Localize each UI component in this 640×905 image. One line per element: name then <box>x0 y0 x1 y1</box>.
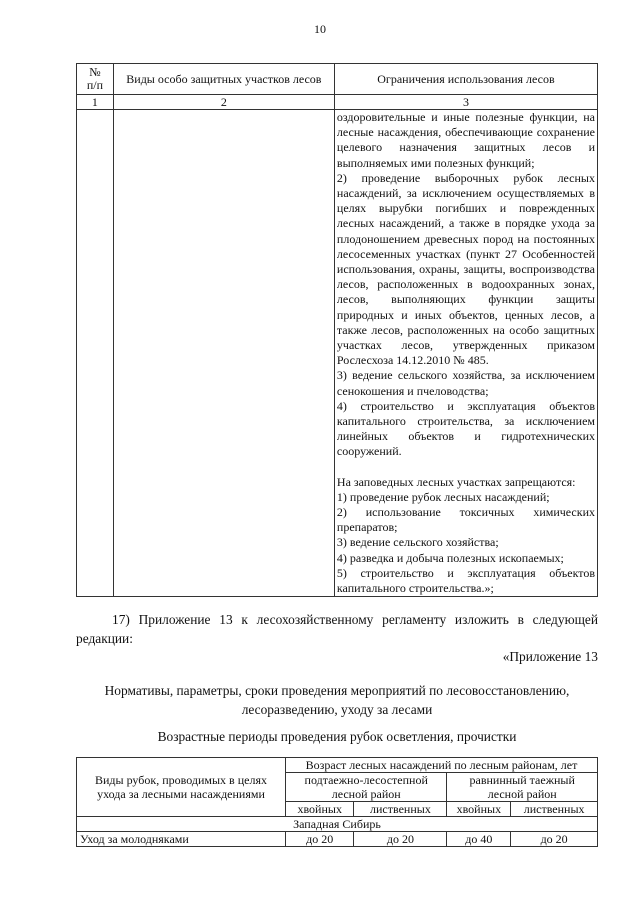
row-value: до 40 <box>447 832 511 847</box>
restriction-paragraph: 5) строительство и эксплуатация объектов капитального строительства.»; <box>336 565 595 596</box>
page-number: 10 <box>314 22 326 36</box>
restriction-paragraph: 4) строительство и эксплуатация объектов капитального строительства, за исключением линейных объектов и гидротехнических сооружений. <box>336 398 595 459</box>
header-thinning-types: Виды рубок, проводимых в целях ухода за лесными насаждениями <box>77 758 286 817</box>
zone-row: Западная Сибирь <box>77 817 598 832</box>
paragraph-17 <box>76 610 598 648</box>
empty-cell-area-type <box>113 110 334 597</box>
restriction-paragraph: 4) разведка и добыча полезных ископаемых; <box>336 550 564 565</box>
header-age-group: Возраст лесных насаждений по лесным районам, лет <box>286 758 598 773</box>
row-value: до 20 <box>354 832 447 847</box>
subheader-deciduous-1: лиственных <box>354 802 447 817</box>
row-value: до 20 <box>511 832 598 847</box>
subheader-coniferous-2: хвойных <box>447 802 511 817</box>
restriction-paragraph: 3) ведение сельского хозяйства, за исключением сенокошения и пчеловодства; <box>336 368 595 398</box>
table-row <box>77 832 598 847</box>
restriction-paragraph: оздоровительные и иные полезные функции, на лесные насаждения, обеспечивающие сохранение целевого назначения защитных лесов и выполняемых ими полезных функций; <box>336 110 595 170</box>
section-title: Нормативы, параметры, сроки проведения мероприятий по лесовосстановлению, лесоразведению, уходу за лесами <box>104 683 570 717</box>
restrictions-table <box>76 63 598 597</box>
header-region-2: равнинный таежный лесной район <box>447 773 598 802</box>
header-region-1: подтаежно-лесостепной лесной район <box>286 773 447 802</box>
paragraph-17-text: 17) Приложение 13 к лесохозяйственному регламенту изложить в следующей редакции: <box>76 612 598 646</box>
restriction-paragraph: 2) проведение выборочных рубок лесных насаждений, за исключением осуществляемых в целях вырубки погибших и поврежденных лесных насаждений, а также в порядке ухода за плодоношением древесных пород на постоянных лесосеменных участках (пункт 27 Особенностей использования, охраны, защиты, воспроизводства лесов, расположенных в водоохранных зонах, лесов, выполняющих функции защиты природных и иных объектов, ценных лесов, а также лесов, расположенных на особо защитных участках лесов, утвержденных приказом Рослесхоза 14.12.2010 № 485. <box>336 170 595 368</box>
age-periods-table <box>76 757 598 847</box>
subheader-coniferous-1: хвойных <box>286 802 354 817</box>
subsection-title: Возрастные периоды проведения рубок осветления, прочистки <box>157 729 517 744</box>
column-number-2: 2 <box>113 95 334 110</box>
row-name: Уход за молодняками <box>77 832 286 847</box>
header-area-types: Виды особо защитных участков лесов <box>113 64 334 95</box>
restrictions-cell <box>334 110 597 597</box>
appendix-label: «Приложение 13 <box>502 649 598 664</box>
restriction-paragraph: На заповедных лесных участках запрещаются: <box>336 474 576 489</box>
subheader-deciduous-2: лиственных <box>511 802 598 817</box>
blank-line <box>337 460 595 475</box>
restriction-paragraph: 1) проведение рубок лесных насаждений; <box>336 489 550 504</box>
column-number-1: 1 <box>77 95 114 110</box>
restriction-paragraph: 2) использование токсичных химических препаратов; <box>336 505 595 535</box>
header-number-text: № п/п <box>86 65 104 92</box>
header-restrictions: Ограничения использования лесов <box>334 64 597 95</box>
restriction-paragraph: 3) ведение сельского хозяйства; <box>336 535 499 550</box>
header-number <box>77 64 114 95</box>
column-number-3: 3 <box>334 95 597 110</box>
row-value: до 20 <box>286 832 354 847</box>
empty-cell-number <box>77 110 114 597</box>
